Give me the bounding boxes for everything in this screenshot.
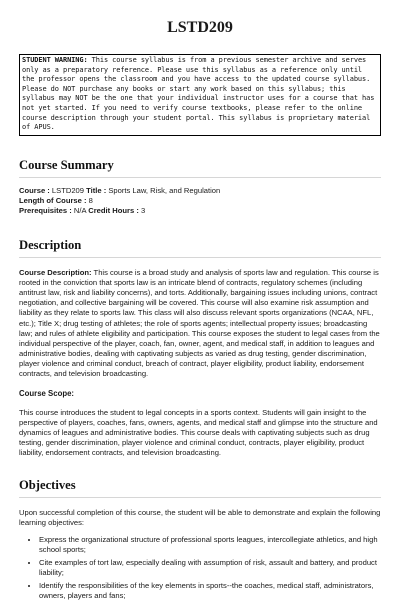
- objectives-list: [19, 535, 381, 601]
- syllabus-page: [0, 2, 400, 601]
- course-value: LSTD209: [49, 185, 87, 195]
- title-label: Title :: [86, 185, 107, 195]
- warning-text: This course syllabus is from a previous semester archive and serves only as a preparatory reference. Please use this syllabus as a reference only until the professor opens the classroom and you have access to the updated course syllabus. Please do NOT purchase any books or start any work based on this syllabus; this syllabus may NOT be the one that your individual instructor uses for a course that has not yet started. If you need to verify course textbooks, please refer to the online course description through your student portal. This syllabus is proprietary material of APUS.: [22, 56, 375, 132]
- title-value: Sports Law, Risk, and Regulation: [106, 185, 221, 195]
- course-label: Course :: [19, 185, 50, 195]
- credit-label: Credit Hours :: [88, 205, 139, 215]
- course-summary: [19, 186, 381, 216]
- credit-value: 3: [138, 205, 146, 215]
- prereq-label: Prerequisites :: [19, 205, 72, 215]
- length-label: Length of Course :: [19, 195, 87, 205]
- summary-line-prereq: [19, 206, 381, 216]
- warning-label: STUDENT WARNING:: [22, 56, 88, 64]
- description-label: Course Description:: [19, 268, 92, 278]
- length-value: 8: [86, 195, 93, 205]
- course-description: [19, 268, 381, 379]
- objectives-intro: Upon successful completion of this course, the student will be able to demonstrate and explain the following learning objectives:: [19, 507, 381, 527]
- course-summary-heading: Course Summary: [19, 158, 381, 178]
- description-heading: Description: [19, 238, 381, 258]
- course-scope-label: Course Scope:: [19, 389, 75, 399]
- prereq-value: N/A: [71, 205, 89, 215]
- objectives-heading: Objectives: [19, 478, 381, 498]
- objective-item: • Cite examples of tort law, especially dealing with assumption of risk, assault and battery, and product liability;: [39, 558, 381, 578]
- objective-item: • Identify the responsibilities of the key elements in sports--the coaches, medical staff, administrators, owners, players and fans;: [39, 581, 381, 601]
- course-scope-text: This course introduces the student to legal concepts in a sports context. Students will gain insight to the perspective of players, coaches, fans, owners, agents, and medical staff and glimpse into the structure and dynamics of leagues and administrative bodies. This course deals with captivating subjects such as drug testing, gender discrimination, player violence and criminal conduct, contracts, player eligibility, product liability, endorsement contracts, and television broadcasting.: [19, 408, 378, 458]
- student-warning-box: [19, 54, 381, 136]
- summary-line-length: [19, 196, 381, 206]
- page-title: LSTD209: [167, 19, 233, 36]
- description-text: This course is a broad study and analysis of sports law and regulation. This course is rooted in the conviction that sports law is an intricate blend of contracts, regulatory schemes (including antitrust law, risk and liability concerns), and torts. Additionally, bargaining issues including unions, contract negotiation, and collective bargaining will be covered. This course will also examine risk assumption and liability as they relate to sports law. This class will also discuss relevant sports organizations (NCAA, NFL, etc.); Title X; drug testing of athletes; the role of sports agents; intellectual property issues; broadcasting law; and rules of athlete eligibility and participation. This course exposes the student to legal cases from the individual perspective of the player, coach, fan, owner, agent, and medical staff, in addition to leagues and administrative bodies, dealing with captivating subjects as varied as drug testing, gender discrimination, player violence and criminal conduct, breach of contract, player eligibility, product liability, endorsement contracts, and television broadcasting.: [19, 268, 380, 378]
- summary-line-course: [19, 186, 381, 196]
- objective-item: • Express the organizational structure of professional sports leagues, intercollegiate athletics, and high school sports;: [39, 535, 381, 555]
